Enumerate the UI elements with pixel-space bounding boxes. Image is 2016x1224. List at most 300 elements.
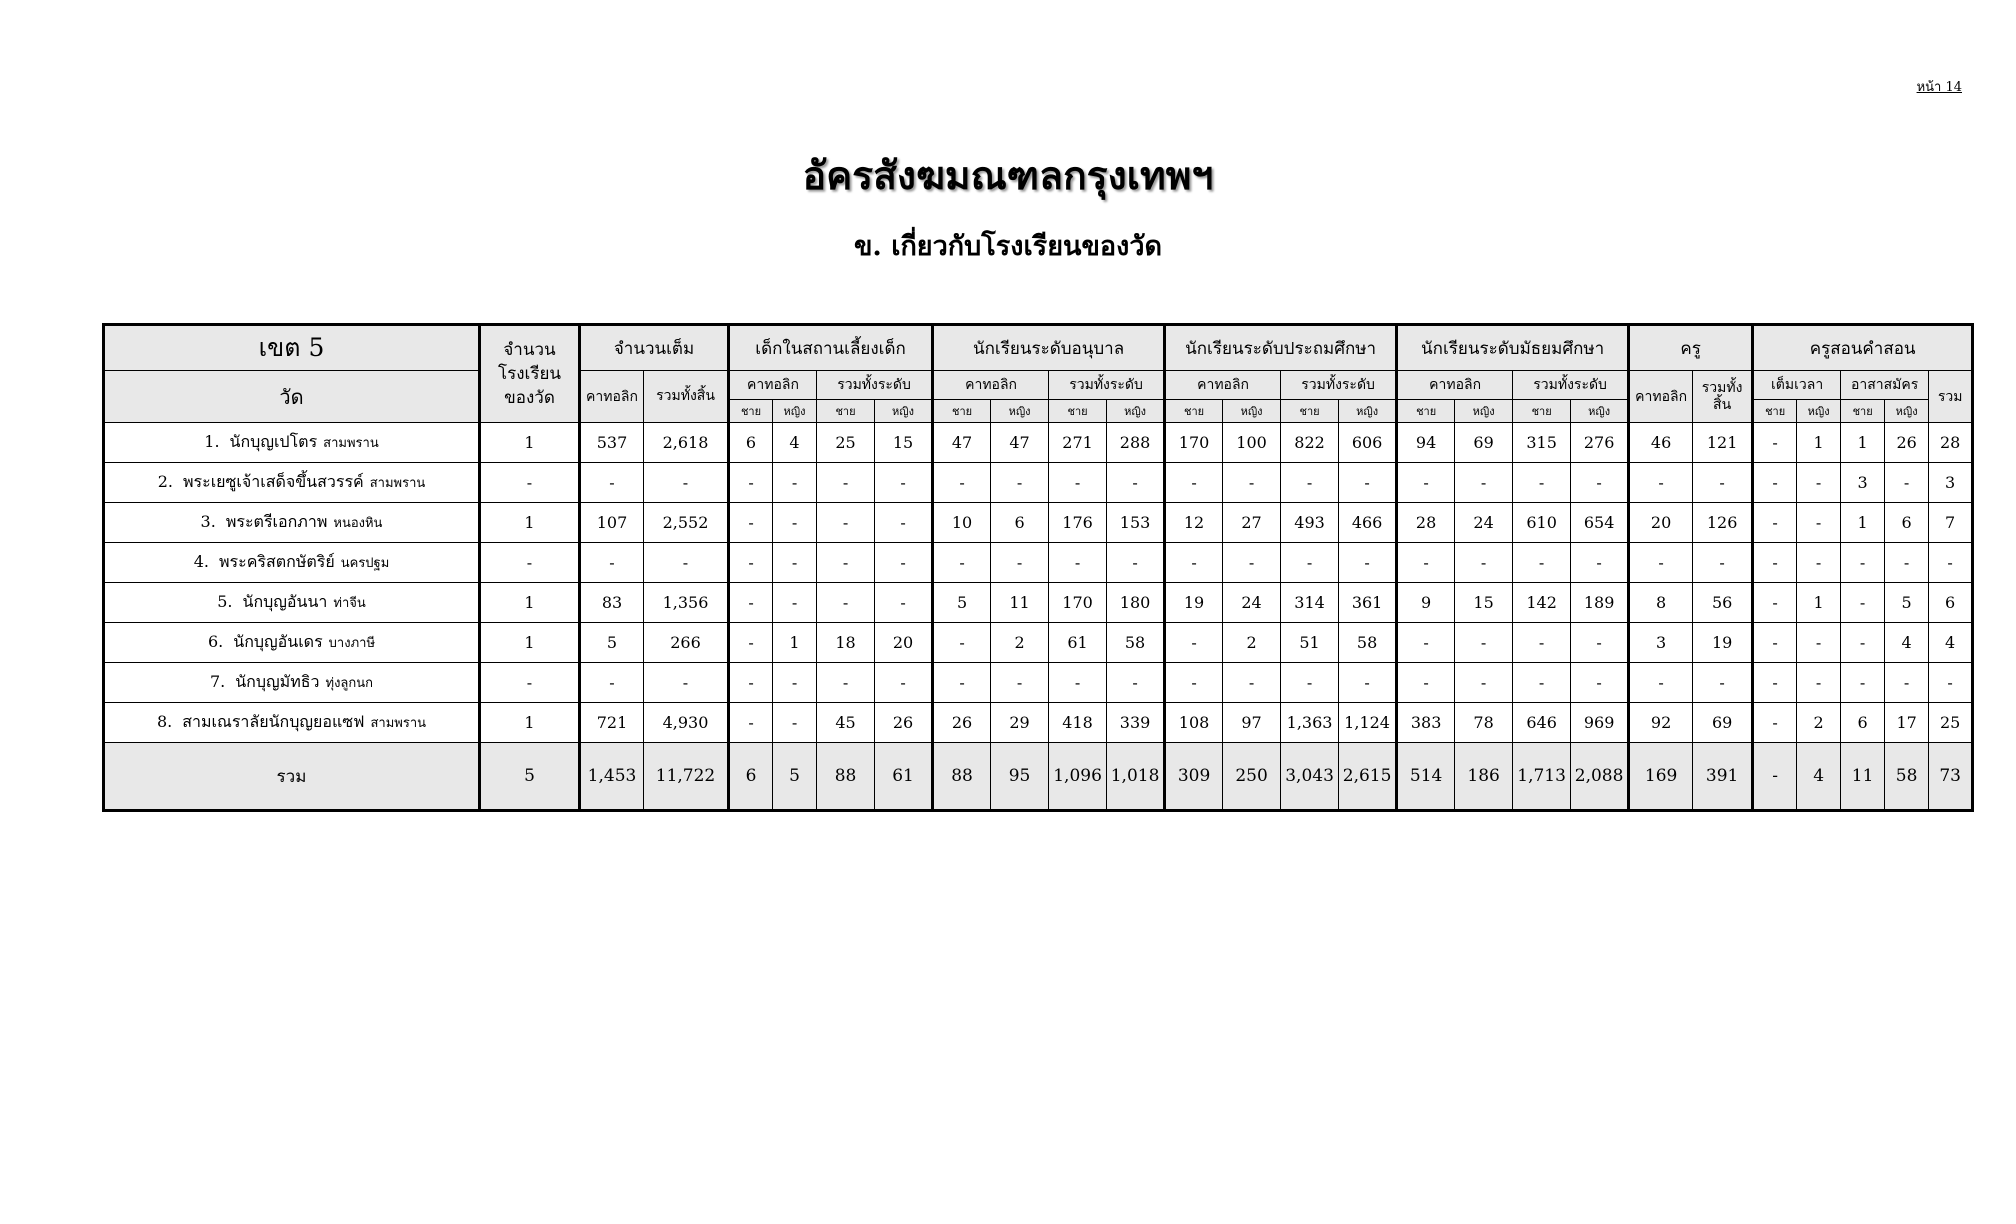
table-row xyxy=(104,543,1973,583)
value-cell: - xyxy=(729,583,773,623)
sub-header-fulltime: เต็มเวลา xyxy=(1753,371,1841,400)
total-value-cell: 5 xyxy=(773,743,817,811)
value-cell: 15 xyxy=(1455,583,1513,623)
total-row xyxy=(104,743,1973,811)
total-value-cell: 4 xyxy=(1797,743,1841,811)
value-cell: 466 xyxy=(1339,503,1397,543)
male-header: ชาย xyxy=(1753,400,1797,423)
female-header: หญิง xyxy=(1571,400,1629,423)
total-value-cell: 186 xyxy=(1455,743,1513,811)
table-row xyxy=(104,703,1973,743)
document-title: อัครสังฆมณฑลกรุงเทพฯ xyxy=(802,153,1214,199)
value-cell: - xyxy=(1693,543,1753,583)
male-header: ชาย xyxy=(1165,400,1223,423)
value-cell: 5 xyxy=(1885,583,1929,623)
value-cell: 361 xyxy=(1339,583,1397,623)
total-value-cell: - xyxy=(1753,743,1797,811)
value-cell: 189 xyxy=(1571,583,1629,623)
total-value-cell: 2,088 xyxy=(1571,743,1629,811)
sub-header-total-level: รวมทั้งระดับ xyxy=(1513,371,1629,400)
value-cell: - xyxy=(1797,503,1841,543)
value-cell: - xyxy=(991,463,1049,503)
sub-header-total-level: รวมทั้งระดับ xyxy=(1049,371,1165,400)
total-value-cell: 88 xyxy=(933,743,991,811)
value-cell: - xyxy=(1165,623,1223,663)
wat-name: พระคริสตกษัตริย์ xyxy=(218,552,335,571)
sub-header-catholic: คาทอลิก xyxy=(729,371,817,400)
value-cell: - xyxy=(1455,663,1513,703)
value-cell: - xyxy=(875,663,933,703)
value-cell: - xyxy=(729,663,773,703)
value-cell: - xyxy=(729,543,773,583)
wat-name: นักบุญอันนา xyxy=(242,592,328,611)
row-number: 6. xyxy=(207,632,224,651)
value-cell: 271 xyxy=(1049,423,1107,463)
value-cell: 6 xyxy=(1885,503,1929,543)
value-cell: - xyxy=(1753,423,1797,463)
value-cell: 176 xyxy=(1049,503,1107,543)
value-cell: - xyxy=(580,543,644,583)
value-cell: - xyxy=(1223,663,1281,703)
value-cell: 28 xyxy=(1397,503,1455,543)
table-row xyxy=(104,463,1973,503)
value-cell: 606 xyxy=(1339,423,1397,463)
value-cell: 314 xyxy=(1281,583,1339,623)
total-value-cell: 6 xyxy=(729,743,773,811)
wat-name-cell xyxy=(104,463,480,503)
value-cell: - xyxy=(729,623,773,663)
value-cell: - xyxy=(1929,543,1973,583)
value-cell: 1 xyxy=(480,703,580,743)
value-cell: - xyxy=(1281,463,1339,503)
value-cell: 6 xyxy=(1841,703,1885,743)
wat-name-cell xyxy=(104,703,480,743)
value-cell: - xyxy=(1339,543,1397,583)
wat-name-cell xyxy=(104,583,480,623)
total-label: รวม xyxy=(104,743,480,811)
wat-location: สามพราน xyxy=(323,436,379,451)
value-cell: 26 xyxy=(875,703,933,743)
value-cell: - xyxy=(773,543,817,583)
total-value-cell: 250 xyxy=(1223,743,1281,811)
value-cell: 1 xyxy=(480,623,580,663)
value-cell: - xyxy=(729,703,773,743)
value-cell: - xyxy=(1513,663,1571,703)
value-cell: 47 xyxy=(991,423,1049,463)
value-cell: 1,356 xyxy=(644,583,729,623)
value-cell: 266 xyxy=(644,623,729,663)
total-value-cell: 11 xyxy=(1841,743,1885,811)
group-header-secondary: นักเรียนระดับมัธยมศึกษา xyxy=(1397,325,1629,371)
value-cell: 47 xyxy=(933,423,991,463)
value-cell: 69 xyxy=(1455,423,1513,463)
value-cell: - xyxy=(1797,623,1841,663)
female-header: หญิง xyxy=(773,400,817,423)
wat-name: นักบุญเปโตร xyxy=(229,432,318,451)
value-cell: 170 xyxy=(1049,583,1107,623)
value-cell: 61 xyxy=(1049,623,1107,663)
value-cell: - xyxy=(933,543,991,583)
value-cell: - xyxy=(1281,663,1339,703)
wat-name-cell xyxy=(104,503,480,543)
total-value-cell: 11,722 xyxy=(644,743,729,811)
value-cell: 20 xyxy=(1629,503,1693,543)
value-cell: 4 xyxy=(1885,623,1929,663)
total-value-cell: 514 xyxy=(1397,743,1455,811)
row-number: 8. xyxy=(156,712,173,731)
male-header: ชาย xyxy=(933,400,991,423)
value-cell: - xyxy=(1629,663,1693,703)
value-cell: - xyxy=(1049,663,1107,703)
value-cell: - xyxy=(1571,463,1629,503)
value-cell: - xyxy=(1841,663,1885,703)
sub-header-total-level: รวมทั้งระดับ xyxy=(817,371,933,400)
value-cell: - xyxy=(1165,663,1223,703)
value-cell: - xyxy=(480,663,580,703)
value-cell: 4 xyxy=(773,423,817,463)
female-header: หญิง xyxy=(991,400,1049,423)
male-header: ชาย xyxy=(1841,400,1885,423)
value-cell: - xyxy=(1693,663,1753,703)
sub-header-catholic: คาทอลิก xyxy=(580,371,644,423)
total-value-cell: 391 xyxy=(1693,743,1753,811)
value-cell: - xyxy=(1885,543,1929,583)
value-cell: 6 xyxy=(1929,583,1973,623)
value-cell: 46 xyxy=(1629,423,1693,463)
value-cell: 25 xyxy=(1929,703,1973,743)
value-cell: 493 xyxy=(1281,503,1339,543)
value-cell: 51 xyxy=(1281,623,1339,663)
value-cell: - xyxy=(1397,663,1455,703)
value-cell: 3 xyxy=(1929,463,1973,503)
value-cell: 822 xyxy=(1281,423,1339,463)
value-cell: 121 xyxy=(1693,423,1753,463)
group-header-primary: นักเรียนระดับประถมศึกษา xyxy=(1165,325,1397,371)
row-number: 2. xyxy=(157,472,173,491)
value-cell: 2 xyxy=(1223,623,1281,663)
value-cell: 107 xyxy=(580,503,644,543)
school-statistics-table xyxy=(102,323,1974,812)
wat-location: สามพราน xyxy=(370,716,427,731)
table-row xyxy=(104,583,1973,623)
group-header-enrollment: จำนวนเต็ม xyxy=(580,325,729,371)
total-value-cell: 3,043 xyxy=(1281,743,1339,811)
value-cell: 2 xyxy=(1797,703,1841,743)
table-row xyxy=(104,423,1973,463)
sub-header-volunteer: อาสาสมัคร xyxy=(1841,371,1929,400)
wat-name-cell xyxy=(104,543,480,583)
wat-location: ท่าจีน xyxy=(333,596,366,611)
female-header: หญิง xyxy=(1885,400,1929,423)
sub-header-total: รวม xyxy=(1929,371,1973,423)
value-cell: - xyxy=(1397,623,1455,663)
value-cell: 1 xyxy=(480,583,580,623)
value-cell: - xyxy=(817,583,875,623)
sub-header-total-level: รวมทั้งระดับ xyxy=(1281,371,1397,400)
value-cell: 25 xyxy=(817,423,875,463)
value-cell: - xyxy=(773,703,817,743)
value-cell: 92 xyxy=(1629,703,1693,743)
row-number: 5. xyxy=(217,592,233,611)
total-value-cell: 95 xyxy=(991,743,1049,811)
value-cell: 56 xyxy=(1693,583,1753,623)
female-header: หญิง xyxy=(1797,400,1841,423)
female-header: หญิง xyxy=(1339,400,1397,423)
value-cell: 18 xyxy=(817,623,875,663)
value-cell: - xyxy=(580,463,644,503)
value-cell: 108 xyxy=(1165,703,1223,743)
total-value-cell: 1,713 xyxy=(1513,743,1571,811)
value-cell: 610 xyxy=(1513,503,1571,543)
female-header: หญิง xyxy=(1223,400,1281,423)
value-cell: - xyxy=(1339,463,1397,503)
value-cell: - xyxy=(580,663,644,703)
school-count-header: จำนวนโรงเรียนของวัด xyxy=(480,325,580,423)
value-cell: - xyxy=(1885,663,1929,703)
value-cell: 8 xyxy=(1629,583,1693,623)
value-cell: 20 xyxy=(875,623,933,663)
value-cell: 1 xyxy=(1797,423,1841,463)
total-value-cell: 61 xyxy=(875,743,933,811)
value-cell: - xyxy=(1397,463,1455,503)
value-cell: 24 xyxy=(1223,583,1281,623)
male-header: ชาย xyxy=(1049,400,1107,423)
sub-header-catholic: คาทอลิก xyxy=(1397,371,1513,400)
value-cell: - xyxy=(1797,543,1841,583)
total-value-cell: 309 xyxy=(1165,743,1223,811)
total-value-cell: 1,096 xyxy=(1049,743,1107,811)
value-cell: - xyxy=(933,463,991,503)
value-cell: 2,618 xyxy=(644,423,729,463)
value-cell: - xyxy=(1223,543,1281,583)
value-cell: - xyxy=(773,583,817,623)
table-body xyxy=(104,423,1973,743)
value-cell: - xyxy=(1753,623,1797,663)
value-cell: 58 xyxy=(1107,623,1165,663)
group-header-teachers: ครู xyxy=(1629,325,1753,371)
value-cell: - xyxy=(933,663,991,703)
value-cell: 19 xyxy=(1693,623,1753,663)
male-header: ชาย xyxy=(1281,400,1339,423)
value-cell: 100 xyxy=(1223,423,1281,463)
value-cell: - xyxy=(991,543,1049,583)
total-value-cell: 1,453 xyxy=(580,743,644,811)
male-header: ชาย xyxy=(729,400,773,423)
total-value-cell: 73 xyxy=(1929,743,1973,811)
sub-header-catholic: คาทอลิก xyxy=(1165,371,1281,400)
value-cell: - xyxy=(1397,543,1455,583)
value-cell: - xyxy=(1455,623,1513,663)
wat-location: นครปฐม xyxy=(340,556,390,571)
value-cell: 1 xyxy=(480,503,580,543)
value-cell: 126 xyxy=(1693,503,1753,543)
value-cell: 4,930 xyxy=(644,703,729,743)
value-cell: - xyxy=(1107,663,1165,703)
value-cell: - xyxy=(1049,463,1107,503)
value-cell: - xyxy=(991,663,1049,703)
value-cell: - xyxy=(817,463,875,503)
value-cell: - xyxy=(1629,543,1693,583)
value-cell: 45 xyxy=(817,703,875,743)
wat-name: พระตรีเอกภาพ xyxy=(225,512,328,531)
value-cell: - xyxy=(933,623,991,663)
value-cell: 2 xyxy=(991,623,1049,663)
sub-header-catholic: คาทอลิก xyxy=(933,371,1049,400)
value-cell: - xyxy=(773,663,817,703)
value-cell: 11 xyxy=(991,583,1049,623)
group-header-childcare: เด็กในสถานเลี้ยงเด็ก xyxy=(729,325,933,371)
value-cell: 27 xyxy=(1223,503,1281,543)
value-cell: 3 xyxy=(1629,623,1693,663)
value-cell: 383 xyxy=(1397,703,1455,743)
value-cell: - xyxy=(729,463,773,503)
value-cell: 721 xyxy=(580,703,644,743)
value-cell: 180 xyxy=(1107,583,1165,623)
value-cell: 1 xyxy=(773,623,817,663)
value-cell: - xyxy=(1455,543,1513,583)
value-cell: - xyxy=(480,543,580,583)
female-header: หญิง xyxy=(875,400,933,423)
sub-header-total-all: รวมทั้งสิ้น xyxy=(1693,371,1753,423)
value-cell: - xyxy=(1455,463,1513,503)
male-header: ชาย xyxy=(817,400,875,423)
value-cell: 78 xyxy=(1455,703,1513,743)
value-cell: - xyxy=(1753,463,1797,503)
value-cell: 69 xyxy=(1693,703,1753,743)
value-cell: - xyxy=(1165,463,1223,503)
value-cell: - xyxy=(1629,463,1693,503)
value-cell: 6 xyxy=(729,423,773,463)
value-cell: 1,124 xyxy=(1339,703,1397,743)
value-cell: 170 xyxy=(1165,423,1223,463)
value-cell: 97 xyxy=(1223,703,1281,743)
value-cell: 15 xyxy=(875,423,933,463)
value-cell: 83 xyxy=(580,583,644,623)
value-cell: - xyxy=(1753,703,1797,743)
value-cell: - xyxy=(729,503,773,543)
value-cell: - xyxy=(1753,583,1797,623)
value-cell: - xyxy=(875,543,933,583)
value-cell: 1 xyxy=(480,423,580,463)
value-cell: - xyxy=(817,543,875,583)
value-cell: 142 xyxy=(1513,583,1571,623)
value-cell: - xyxy=(817,663,875,703)
value-cell: - xyxy=(1513,543,1571,583)
value-cell: 5 xyxy=(933,583,991,623)
value-cell: - xyxy=(1571,623,1629,663)
value-cell: - xyxy=(875,503,933,543)
wat-name: นักบุญมัทธิว xyxy=(235,672,320,691)
value-cell: - xyxy=(1753,543,1797,583)
total-value-cell: 58 xyxy=(1885,743,1929,811)
value-cell: 28 xyxy=(1929,423,1973,463)
value-cell: 153 xyxy=(1107,503,1165,543)
value-cell: - xyxy=(1841,543,1885,583)
wat-name: สามเณราลัยนักบุญยอแซฟ xyxy=(182,712,365,731)
value-cell: - xyxy=(1223,463,1281,503)
value-cell: - xyxy=(1049,543,1107,583)
value-cell: - xyxy=(1693,463,1753,503)
value-cell: 969 xyxy=(1571,703,1629,743)
value-cell: - xyxy=(1571,543,1629,583)
wat-location: หนองหิน xyxy=(333,516,383,531)
value-cell: 7 xyxy=(1929,503,1973,543)
value-cell: 6 xyxy=(991,503,1049,543)
value-cell: 26 xyxy=(933,703,991,743)
value-cell: - xyxy=(1753,663,1797,703)
wat-name: นักบุญอันเดร xyxy=(233,632,323,651)
value-cell: 29 xyxy=(991,703,1049,743)
group-header-kindergarten: นักเรียนระดับอนุบาล xyxy=(933,325,1165,371)
wat-name: พระเยซูเจ้าเสด็จขึ้นสวรรค์ xyxy=(182,472,364,491)
value-cell: 17 xyxy=(1885,703,1929,743)
value-cell: - xyxy=(1571,663,1629,703)
value-cell: 339 xyxy=(1107,703,1165,743)
value-cell: - xyxy=(1797,463,1841,503)
value-cell: 1 xyxy=(1797,583,1841,623)
female-header: หญิง xyxy=(1455,400,1513,423)
value-cell: - xyxy=(817,503,875,543)
value-cell: 288 xyxy=(1107,423,1165,463)
value-cell: 1 xyxy=(1841,423,1885,463)
total-value-cell: 2,615 xyxy=(1339,743,1397,811)
value-cell: 26 xyxy=(1885,423,1929,463)
value-cell: 3 xyxy=(1841,463,1885,503)
total-value-cell: 169 xyxy=(1629,743,1693,811)
value-cell: - xyxy=(1841,623,1885,663)
value-cell: 276 xyxy=(1571,423,1629,463)
value-cell: - xyxy=(1841,583,1885,623)
value-cell: - xyxy=(1885,463,1929,503)
value-cell: - xyxy=(644,663,729,703)
value-cell: - xyxy=(644,463,729,503)
value-cell: - xyxy=(875,463,933,503)
table-row xyxy=(104,503,1973,543)
value-cell: - xyxy=(1513,463,1571,503)
value-cell: - xyxy=(773,463,817,503)
row-number: 3. xyxy=(200,512,216,531)
value-cell: 12 xyxy=(1165,503,1223,543)
value-cell: - xyxy=(875,583,933,623)
wat-location: สามพราน xyxy=(369,476,426,491)
male-header: ชาย xyxy=(1397,400,1455,423)
wat-name-cell xyxy=(104,423,480,463)
table-row xyxy=(104,663,1973,703)
value-cell: 1,363 xyxy=(1281,703,1339,743)
value-cell: 10 xyxy=(933,503,991,543)
value-cell: - xyxy=(1929,663,1973,703)
value-cell: 537 xyxy=(580,423,644,463)
value-cell: - xyxy=(1797,663,1841,703)
value-cell: 4 xyxy=(1929,623,1973,663)
document-subtitle: ข. เกี่ยวกับโรงเรียนของวัด xyxy=(853,231,1163,262)
value-cell: - xyxy=(773,503,817,543)
value-cell: 9 xyxy=(1397,583,1455,623)
value-cell: 58 xyxy=(1339,623,1397,663)
value-cell: - xyxy=(1107,543,1165,583)
group-header-catechists: ครูสอนคำสอน xyxy=(1753,325,1973,371)
row-number: 1. xyxy=(204,432,220,451)
value-cell: - xyxy=(1107,463,1165,503)
value-cell: - xyxy=(1165,543,1223,583)
value-cell: 418 xyxy=(1049,703,1107,743)
value-cell: 654 xyxy=(1571,503,1629,543)
value-cell: 94 xyxy=(1397,423,1455,463)
value-cell: 315 xyxy=(1513,423,1571,463)
value-cell: - xyxy=(1339,663,1397,703)
wat-name-cell xyxy=(104,663,480,703)
total-value-cell: 1,018 xyxy=(1107,743,1165,811)
